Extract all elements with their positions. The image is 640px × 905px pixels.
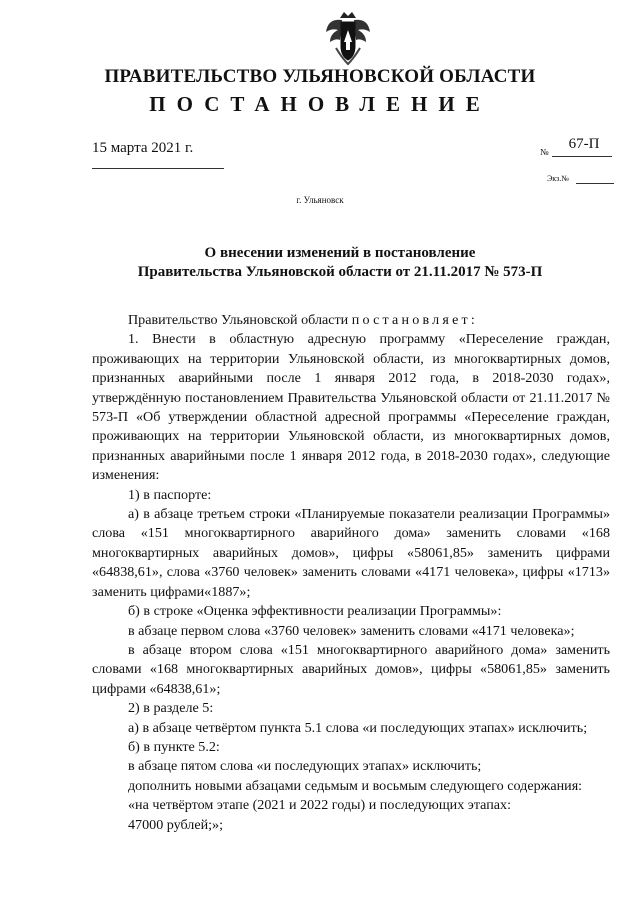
body-paragraph: в абзаце первом слова «3760 человек» заменить словами «4171 человека»; [128,622,575,639]
body-paragraph: 47000 рублей;»; [128,816,224,833]
document-type: ПОСТАНОВЛЕНИЕ [149,92,491,116]
body-paragraph: б) в строке «Оценка эффективности реализации Программы»: [128,603,502,620]
coat-of-arms-icon [322,8,374,68]
body-paragraph: «на четвёртом этапе (2021 и 2022 годы) и последующих этапах: [128,797,512,814]
body-paragraph: 2) в разделе 5: [128,700,214,717]
body-paragraph: а) в абзаце четвёртом пункта 5.1 слова «и последующих этапах» исключить; [128,719,588,736]
document-number: 67-П [568,136,600,152]
body-paragraph: в абзаце втором слова «151 многоквартирного аварийного дома» заменить словами «168 многоквартирных аварийных домов», цифры «58061,85» заменить цифрами «64838,61»; [92,641,610,697]
copy-number-underline [576,183,614,184]
body-paragraph: а) в абзаце третьем строки «Планируемые показатели реализации Программы» слова «151 многоквартирного аварийного дома» заменить словами «168 многоквартирных аварийных домов», цифры «58061,85» заменить цифрами «64838,61», слова «3760 человек» заменить словами «4171 человека», цифры «1713» заменить цифрами«1887»; [92,506,610,600]
intro-paragraph [92,311,610,330]
government-name: ПРАВИТЕЛЬСТВО УЛЬЯНОВСКОЙ ОБЛАСТИ [104,66,536,87]
document-heading [92,244,588,282]
document-body [92,311,610,835]
body-paragraph: 1) в паспорте: [128,486,212,503]
body-paragraph: 1. Внести в областную адресную программу «Переселение граждан, проживающих на территории Ульяновской области, из многоквартирных домов, признанных аварийными после 1 января 2012 года, в 2018-2030 годах», утверждённую постановлением Правительства Ульяновской области от 21.11.2017 № 573-П «Об утверждении областной адресной программы «Переселение граждан, проживающих на территории Ульяновской области, из многоквартирных домов, признанных аварийными после 1 января 2012 года, в 2018-2030 годах», следующие изменения: [92,331,610,484]
body-paragraph: дополнить новыми абзацами седьмым и восьмым следующего содержания: [128,777,583,794]
city: г. Ульяновск [296,195,344,205]
heading-line-2: Правительства Ульяновской области от 21.11.2017 № 573-П [137,264,543,280]
date-underline [92,168,224,169]
intro-verb: постановляет: [351,312,479,328]
heading-line-1: О внесении изменений в постановление [204,245,476,261]
body-paragraph: б) в пункте 5.2: [128,738,220,755]
copy-number-label: Экз.№ [547,174,569,183]
number-underline [552,156,612,157]
intro-subject: Правительство Ульяновской области [128,312,349,328]
body-paragraph: в абзаце пятом слова «и последующих этапах» исключить; [128,758,482,775]
number-label: № [540,147,549,157]
document-date: 15 марта 2021 г. [92,140,194,156]
